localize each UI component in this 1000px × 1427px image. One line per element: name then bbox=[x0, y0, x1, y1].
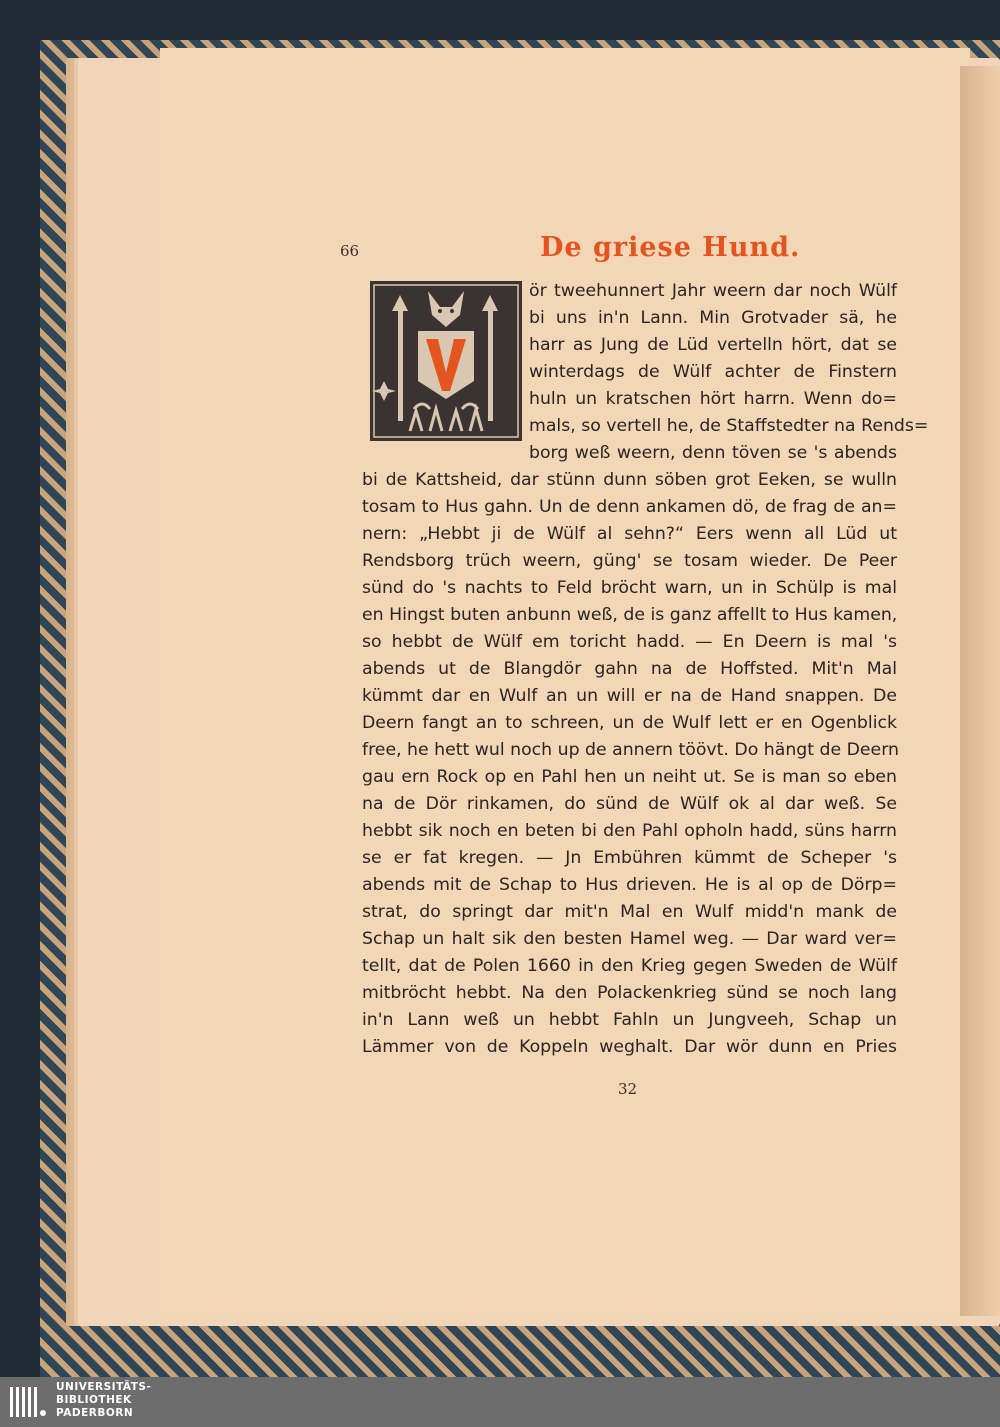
text-line: mals, so vertell he, de Staffstedter na Rends= bbox=[529, 416, 929, 436]
text-line: borg weß weern, denn töven se 's abends bbox=[529, 443, 897, 463]
text-line: huln un kratschen hört harrn. Wenn do= bbox=[529, 389, 897, 409]
page-number: 66 bbox=[340, 242, 360, 260]
text-line: winterdags de Wülf achter de Finstern bbox=[529, 362, 897, 382]
text-line: in'n Lann weß un hebbt Fahln un Jungveeh, Schap un bbox=[362, 1010, 897, 1030]
text-line: tellt, dat de Polen 1660 in den Krieg gegen Sweden de Wülf bbox=[362, 956, 897, 976]
text-line: abends ut de Blangdör gahn na de Hoffsted. Mit'n Mal bbox=[362, 659, 897, 679]
library-footer bbox=[0, 1377, 1000, 1427]
text-line: sünd do 's nachts to Feld bröcht warn, un in Schülp is mal bbox=[362, 578, 897, 598]
text-line: bi uns in'n Lann. Min Grotvader sä, he bbox=[529, 308, 897, 328]
library-name-line: BIBLIOTHEK bbox=[56, 1394, 132, 1406]
text-line: en Hingst buten anbunn weß, de is ganz affellt to Hus kamen, bbox=[362, 605, 898, 625]
text-line: Lämmer von de Koppeln weghalt. Dar wör dunn en Pries bbox=[362, 1037, 897, 1057]
page-header bbox=[340, 232, 900, 272]
library-logo-icon bbox=[8, 1383, 48, 1421]
text-line: ör tweehunnert Jahr weern dar noch Wülf bbox=[529, 281, 897, 301]
text-line: abends mit de Schap to Hus drieven. He is al op de Dörp= bbox=[362, 875, 897, 895]
text-line: so hebbt de Wülf em toricht hadd. — En Deern is mal 's bbox=[362, 632, 897, 652]
text-line: kümmt dar en Wulf an un will er na de Hand snappen. De bbox=[362, 686, 897, 706]
text-line: free, he hett wul noch up de annern töövt. Do hängt de Deern bbox=[362, 740, 899, 760]
library-name-line: PADERBORN bbox=[56, 1407, 134, 1419]
facing-page-edge bbox=[960, 66, 1000, 1316]
chapter-title: De griese Hund. bbox=[540, 232, 801, 263]
library-name-line: UNIVERSITÄTS- bbox=[56, 1381, 152, 1393]
text-line: harr as Jung de Lüd vertelln hört, dat se bbox=[529, 335, 897, 355]
text-line: nern: „Hebbt ji de Wülf al sehn?“ Eers wenn all Lüd ut bbox=[362, 524, 897, 544]
text-line: mitbröcht hebbt. Na den Polackenkrieg sünd se noch lang bbox=[362, 983, 897, 1003]
text-line: Rendsborg trüch weern, güng' se tosam wieder. De Peer bbox=[362, 551, 897, 571]
text-line: hebbt sik noch en beten bi den Pahl opholn hadd, süns harrn bbox=[362, 821, 897, 841]
body-text bbox=[362, 278, 929, 1061]
text-line: Schap un halt sik den besten Hamel weg. — Dar ward ver= bbox=[362, 929, 897, 949]
text-line: Deern fangt an to schreen, un de Wulf lett er en Ogenblick bbox=[362, 713, 897, 733]
text-line: bi de Kattsheid, dar stünn dunn söben grot Eeken, se wulln bbox=[362, 470, 897, 490]
folio-number: 32 bbox=[618, 1080, 638, 1098]
library-name bbox=[56, 1381, 151, 1420]
text-line: tosam to Hus gahn. Un de denn ankamen dö, de frag de an= bbox=[362, 497, 897, 517]
text-line: gau ern Rock op en Pahl hen un neiht ut. Se is man so eben bbox=[362, 767, 897, 787]
text-line: strat, do springt dar mit'n Mal en Wulf midd'n mank de bbox=[362, 902, 897, 922]
text-line: se er fat kregen. — Jn Embühren kümmt de Scheper 's bbox=[362, 848, 897, 868]
text-line: na de Dör rinkamen, do sünd de Wülf ok al dar weß. Se bbox=[362, 794, 897, 814]
